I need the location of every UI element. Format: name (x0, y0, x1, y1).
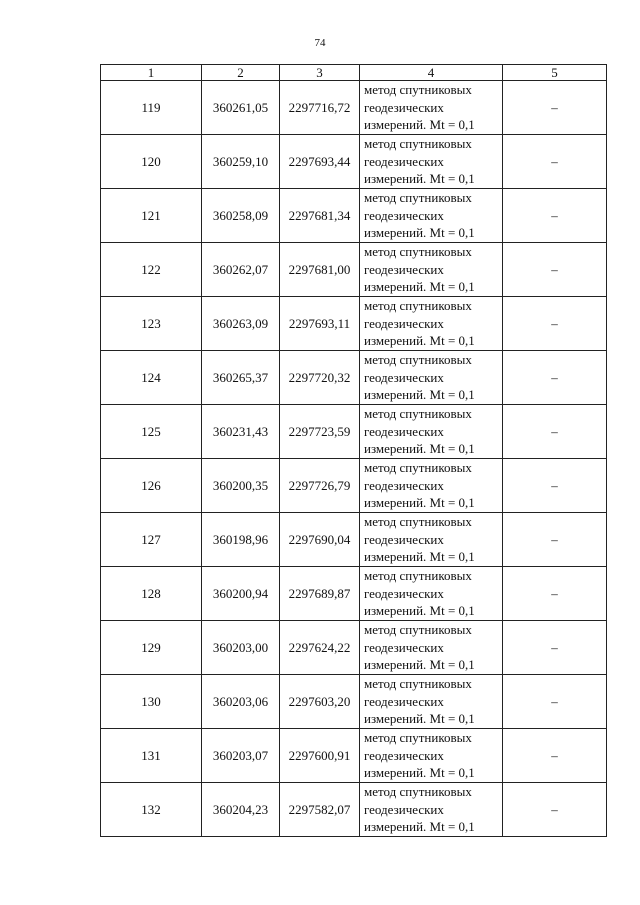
table-row (101, 621, 607, 675)
table-body (101, 81, 607, 837)
x-coordinate-cell: 360203,07 (202, 729, 280, 783)
table-row (101, 459, 607, 513)
column-header: 4 (360, 65, 503, 81)
table-row (101, 297, 607, 351)
note-cell: – (503, 81, 607, 135)
method-cell: метод спутниковых геодезических измерений. Mt = 0,1 (360, 243, 503, 297)
y-coordinate-cell: 2297603,20 (280, 675, 360, 729)
y-coordinate-cell: 2297689,87 (280, 567, 360, 621)
column-header: 3 (280, 65, 360, 81)
x-coordinate-cell: 360261,05 (202, 81, 280, 135)
method-cell: метод спутниковых геодезических измерений. Mt = 0,1 (360, 675, 503, 729)
y-coordinate-cell: 2297716,72 (280, 81, 360, 135)
method-cell: метод спутниковых геодезических измерений. Mt = 0,1 (360, 297, 503, 351)
method-cell: метод спутниковых геодезических измерений. Mt = 0,1 (360, 189, 503, 243)
point-number-cell: 131 (101, 729, 202, 783)
note-cell: – (503, 567, 607, 621)
y-coordinate-cell: 2297681,34 (280, 189, 360, 243)
method-cell: метод спутниковых геодезических измерений. Mt = 0,1 (360, 783, 503, 837)
point-number-cell: 132 (101, 783, 202, 837)
note-cell: – (503, 459, 607, 513)
point-number-cell: 125 (101, 405, 202, 459)
x-coordinate-cell: 360265,37 (202, 351, 280, 405)
method-cell: метод спутниковых геодезических измерений. Mt = 0,1 (360, 567, 503, 621)
table-row (101, 675, 607, 729)
note-cell: – (503, 621, 607, 675)
column-header: 2 (202, 65, 280, 81)
coordinates-table (100, 64, 607, 837)
table-row (101, 513, 607, 567)
x-coordinate-cell: 360200,35 (202, 459, 280, 513)
point-number-cell: 120 (101, 135, 202, 189)
table-row (101, 405, 607, 459)
point-number-cell: 129 (101, 621, 202, 675)
point-number-cell: 119 (101, 81, 202, 135)
method-cell: метод спутниковых геодезических измерений. Mt = 0,1 (360, 621, 503, 675)
x-coordinate-cell: 360200,94 (202, 567, 280, 621)
method-cell: метод спутниковых геодезических измерений. Mt = 0,1 (360, 729, 503, 783)
table-row (101, 243, 607, 297)
x-coordinate-cell: 360203,06 (202, 675, 280, 729)
x-coordinate-cell: 360204,23 (202, 783, 280, 837)
x-coordinate-cell: 360258,09 (202, 189, 280, 243)
y-coordinate-cell: 2297720,32 (280, 351, 360, 405)
y-coordinate-cell: 2297624,22 (280, 621, 360, 675)
y-coordinate-cell: 2297723,59 (280, 405, 360, 459)
method-cell: метод спутниковых геодезических измерений. Mt = 0,1 (360, 351, 503, 405)
point-number-cell: 123 (101, 297, 202, 351)
table-row (101, 351, 607, 405)
note-cell: – (503, 405, 607, 459)
y-coordinate-cell: 2297690,04 (280, 513, 360, 567)
note-cell: – (503, 297, 607, 351)
x-coordinate-cell: 360263,09 (202, 297, 280, 351)
point-number-cell: 128 (101, 567, 202, 621)
x-coordinate-cell: 360231,43 (202, 405, 280, 459)
point-number-cell: 127 (101, 513, 202, 567)
column-header: 5 (503, 65, 607, 81)
point-number-cell: 126 (101, 459, 202, 513)
method-cell: метод спутниковых геодезических измерений. Mt = 0,1 (360, 405, 503, 459)
method-cell: метод спутниковых геодезических измерений. Mt = 0,1 (360, 459, 503, 513)
x-coordinate-cell: 360203,00 (202, 621, 280, 675)
point-number-cell: 130 (101, 675, 202, 729)
table-row (101, 729, 607, 783)
y-coordinate-cell: 2297600,91 (280, 729, 360, 783)
x-coordinate-cell: 360198,96 (202, 513, 280, 567)
column-header: 1 (101, 65, 202, 81)
x-coordinate-cell: 360262,07 (202, 243, 280, 297)
table-row (101, 135, 607, 189)
note-cell: – (503, 351, 607, 405)
note-cell: – (503, 783, 607, 837)
note-cell: – (503, 189, 607, 243)
y-coordinate-cell: 2297693,44 (280, 135, 360, 189)
method-cell: метод спутниковых геодезических измерений. Mt = 0,1 (360, 513, 503, 567)
point-number-cell: 121 (101, 189, 202, 243)
note-cell: – (503, 729, 607, 783)
y-coordinate-cell: 2297693,11 (280, 297, 360, 351)
table-row (101, 81, 607, 135)
y-coordinate-cell: 2297681,00 (280, 243, 360, 297)
note-cell: – (503, 135, 607, 189)
table-header-row (101, 65, 607, 81)
y-coordinate-cell: 2297582,07 (280, 783, 360, 837)
table-row (101, 189, 607, 243)
point-number-cell: 124 (101, 351, 202, 405)
method-cell: метод спутниковых геодезических измерений. Mt = 0,1 (360, 135, 503, 189)
x-coordinate-cell: 360259,10 (202, 135, 280, 189)
y-coordinate-cell: 2297726,79 (280, 459, 360, 513)
method-cell: метод спутниковых геодезических измерений. Mt = 0,1 (360, 81, 503, 135)
note-cell: – (503, 513, 607, 567)
note-cell: – (503, 243, 607, 297)
note-cell: – (503, 675, 607, 729)
table-row (101, 783, 607, 837)
point-number-cell: 122 (101, 243, 202, 297)
table-row (101, 567, 607, 621)
page-number: 74 (314, 37, 326, 49)
